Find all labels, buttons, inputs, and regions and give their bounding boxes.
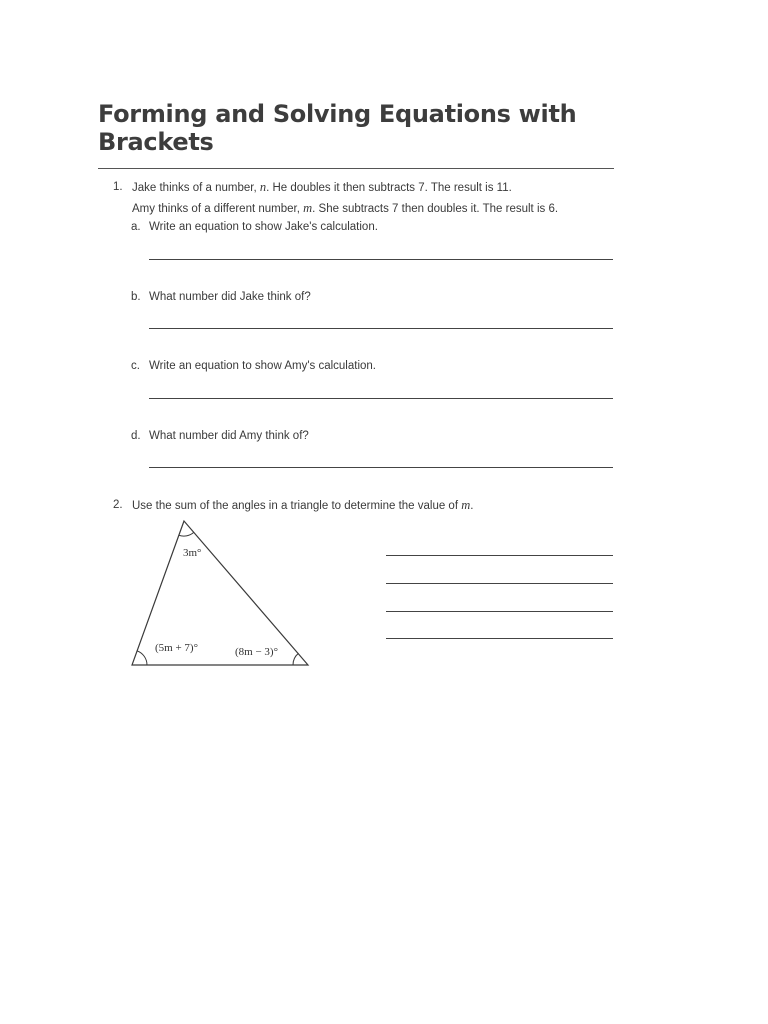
working-line-3[interactable] [386,611,613,612]
top-angle-label: 3m° [183,547,202,559]
question-1-line-1: Jake thinks of a number, n. He doubles it then subtracts 7. The result is 11. [132,180,512,194]
part-a-letter: a. [131,221,141,233]
working-line-4[interactable] [386,638,613,639]
part-a-text: Write an equation to show Jake's calculation. [149,221,378,233]
page-title: Forming and Solving Equations with Brackets [98,100,577,156]
part-c-letter: c. [131,360,140,372]
variable-m: m [303,201,313,215]
right-angle-label: (8m − 3)° [235,646,278,658]
part-c-text: Write an equation to show Amy's calculation. [149,360,376,372]
question-1-number: 1. [113,181,123,193]
left-angle-arc [137,651,147,665]
working-line-2[interactable] [386,583,613,584]
part-b-text: What number did Jake think of? [149,291,311,303]
part-d-text: What number did Amy think of? [149,430,309,442]
part-d-letter: d. [131,430,141,442]
top-angle-arc [179,533,194,537]
working-line-1[interactable] [386,555,613,556]
variable-n: n [259,180,267,194]
question-2-number: 2. [113,499,123,511]
question-1-line-2: Amy thinks of a different number, m. She subtracts 7 then doubles it. The result is 6. [132,201,559,215]
variable-m: m [461,498,471,512]
left-angle-label: (5m + 7)° [155,642,198,654]
right-angle-arc [293,653,299,665]
part-b-letter: b. [131,291,141,303]
question-2-text: Use the sum of the angles in a triangle to determine the value of m. [132,498,474,512]
